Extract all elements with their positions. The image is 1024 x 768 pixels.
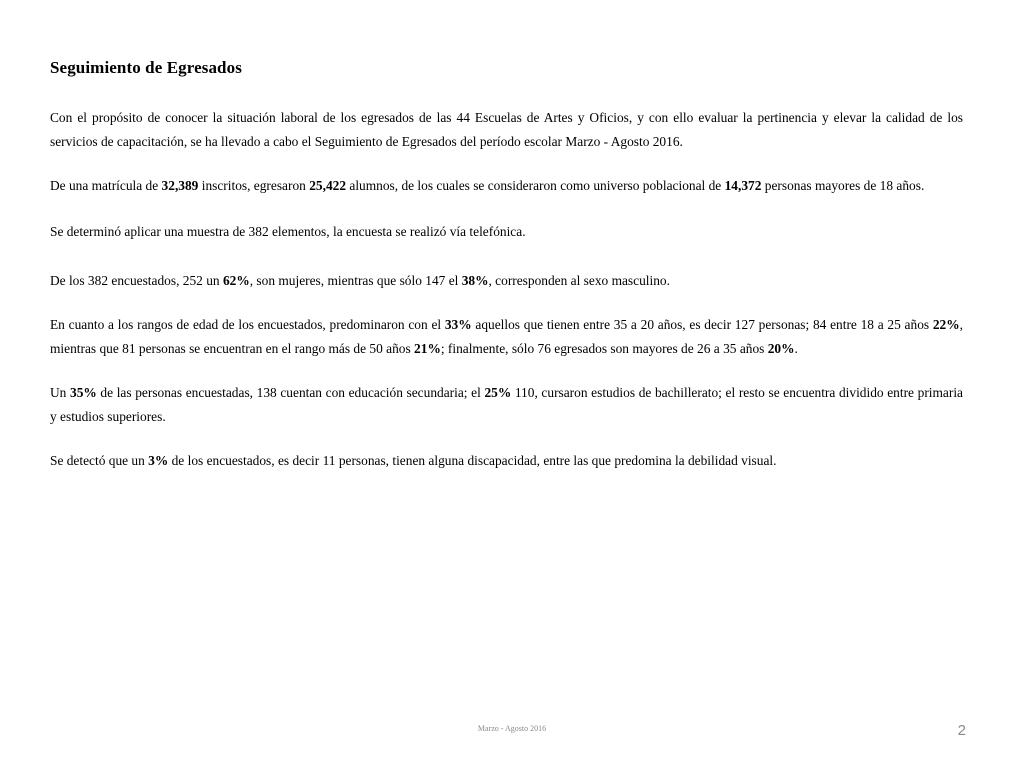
- paragraph-text: De los 382 encuestados, 252 un: [50, 273, 223, 288]
- paragraph: [50, 449, 963, 473]
- highlighted-figure: 62%: [222, 273, 250, 288]
- highlighted-figure: 38%: [461, 273, 489, 288]
- highlighted-figure: 32,389: [161, 178, 199, 193]
- paragraph: [50, 381, 963, 429]
- paragraph-text: de las personas encuestadas, 138 cuentan con educación secundaria; el: [96, 385, 485, 400]
- paragraph-text: ; finalmente, sólo 76 egresados son mayores de 26 a 35 años: [440, 341, 768, 356]
- highlighted-figure: 3%: [148, 453, 169, 468]
- paragraph-text: De una matrícula de: [50, 178, 162, 193]
- paragraph-text: .: [794, 341, 798, 356]
- paragraph-text: Se detectó que un: [50, 453, 149, 468]
- paragraph: [50, 269, 963, 293]
- paragraph-text: aquellos que tienen entre 35 a 20 años, es decir 127 personas; 84 entre 18 a 25 años: [471, 317, 933, 332]
- paragraph-text: Un: [50, 385, 71, 400]
- paragraph-text: alumnos, de los cuales se consideraron como universo poblacional de: [346, 178, 725, 193]
- paragraph-text: Se determinó aplicar una muestra de 382 elementos, la encuesta se realizó vía telefónica.: [50, 224, 526, 239]
- paragraph: [50, 220, 963, 244]
- paragraph-text: , corresponden al sexo masculino.: [488, 273, 670, 288]
- paragraph: [50, 174, 963, 198]
- paragraph: [50, 313, 963, 361]
- highlighted-figure: 25%: [484, 385, 512, 400]
- paragraph-text: Con el propósito de conocer la situación laboral de los egresados de las 44 Escuelas de Artes y Oficios, y con ello evaluar la pertinencia y elevar la calidad de los servicios de capacitación, se ha llevado a cabo el Seguimiento de Egresados del período escolar Marzo - Agosto 2016.: [50, 110, 963, 149]
- paragraph-text: , son mujeres, mientras que sólo 147 el: [249, 273, 462, 288]
- paragraph-text: En cuanto a los rangos de edad de los encuestados, predominaron con el: [50, 317, 445, 332]
- highlighted-figure: 25,422: [309, 178, 347, 193]
- highlighted-figure: 33%: [444, 317, 472, 332]
- paragraph: [50, 106, 963, 154]
- page-number: 2: [957, 722, 966, 739]
- paragraph-text: 110, cursaron estudios de bachillerato; el resto se encuentra dividido entre primaria y estudios superiores.: [50, 385, 964, 424]
- highlighted-figure: 22%: [932, 317, 960, 332]
- highlighted-figure: 20%: [767, 341, 795, 356]
- page-title: Seguimiento de Egresados: [50, 58, 242, 77]
- paragraph-text: de los encuestados, es decir 11 personas, tienen alguna discapacidad, entre las que predomina la debilidad visual.: [168, 453, 777, 468]
- paragraph-text: , mientras que 81 personas se encuentran en el rango más de 50 años: [50, 317, 963, 356]
- paragraph-text: inscritos, egresaron: [198, 178, 310, 193]
- highlighted-figure: 21%: [414, 341, 441, 356]
- highlighted-figure: 35%: [70, 385, 97, 400]
- document-body: [50, 106, 963, 493]
- paragraph-text: personas mayores de 18 años.: [761, 178, 925, 193]
- highlighted-figure: 14,372: [724, 178, 762, 193]
- footer-text: Marzo - Agosto 2016: [477, 724, 547, 733]
